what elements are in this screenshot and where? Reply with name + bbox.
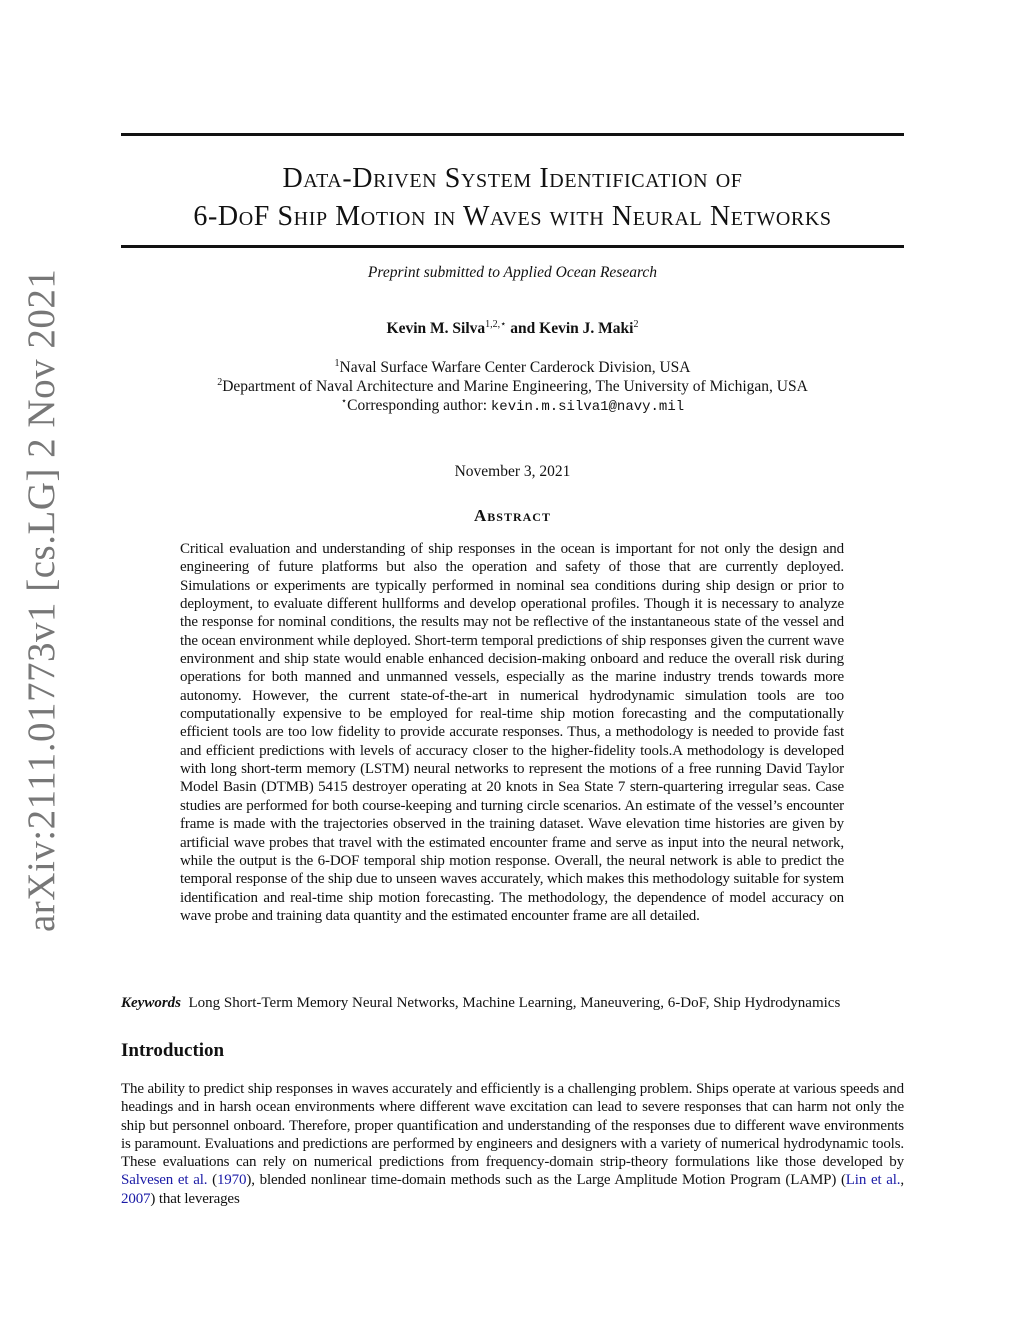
keywords-line bbox=[121, 995, 911, 1012]
corresponding-marker: ⋆ bbox=[340, 396, 348, 407]
author-connector: and bbox=[506, 320, 540, 337]
section-heading-introduction: Introduction bbox=[121, 1040, 225, 1061]
keywords-label-initial: K bbox=[121, 995, 132, 1011]
intro-text-2: , blended nonlinear time-domain methods such as the Large Amplitude Motion Program (LAMP) ( bbox=[251, 1172, 846, 1189]
author-list bbox=[121, 320, 904, 338]
corresponding-author bbox=[121, 396, 904, 417]
citation-lin-year[interactable]: 2007 bbox=[121, 1190, 151, 1207]
citation-salvesen[interactable]: Salvesen et al. bbox=[121, 1172, 208, 1189]
affiliation-1 bbox=[121, 358, 904, 377]
paper-date: November 3, 2021 bbox=[454, 463, 571, 480]
title-line-1: Data-Driven System Identification of bbox=[282, 163, 743, 194]
arxiv-identifier: arXiv:2111.01773v1 [cs.LG] 2 Nov 2021 bbox=[20, 268, 63, 932]
affiliation-1-text: Naval Surface Warfare Center Carderock Division, USA bbox=[339, 359, 691, 376]
preprint-note: Preprint submitted to Applied Ocean Research bbox=[367, 264, 658, 281]
keywords-label bbox=[121, 995, 181, 1011]
title-rule-bottom bbox=[121, 245, 904, 248]
title-line-2: 6-DoF Ship Motion in Waves with Neural Networks bbox=[193, 201, 832, 232]
citation-salvesen-year[interactable]: 1970 bbox=[216, 1172, 247, 1189]
abstract-body: Critical evaluation and understanding of ship responses in the ocean is important for not only the design and engineering of future platforms but also the operation and safety of those that are currently deployed. Simulations or experiments are typically performed in nominal sea conditions during ship design or prior to deployment, to evaluate different hullforms and develop operational profiles. Though it is necessary to analyze the response for nominal conditions, the results may not be reflective of the instantaneous state of the vessel and the ocean environment while deployed. Short-term temporal predictions of ship responses given the current wave environment and ship state would enable enhanced decision-making onboard and reduce the overall risk during operations for both manned and unmanned vessels, especially as the marine industry trends towards more autonomy. However, the current state-of-the-art in numerical hydrodynamic simulation tools are too computationally expensive to be employed for real-time ship motion forecasting and the computationally efficient tools are too low fidelity to provide accurate responses. Thus, a methodology is needed to provide fast and efficient predictions with levels of accuracy closer to the higher-fidelity tools.A methodology is developed with long short-term memory (LSTM) neural networks to represent the motions of a free running David Taylor Model Basin (DTMB) 5415 destroyer operating at 20 knots in Sea State 7 stern-quartering irregular seas. Case studies are performed for both course-keeping and turning circle scenarios. An estimate of the vessel’s encounter frame is made with the trajectories observed in the training dataset. Wave elevation time histories are given by artificial wave probes that travel with the estimated encounter frame and serve as input into the neural network, while the output is the 6-DOF temporal ship motion response. Overall, the neural network is able to predict the temporal response of the ship due to unseen waves accurately, which makes this methodology suitable for system identification and real-time ship motion forecasting. The methodology, the dependence of model accuracy on wave probe and training data quantity and the estimated encounter frame are all detailed. bbox=[180, 541, 844, 924]
affiliation-2-text: Department of Naval Architecture and Marine Engineering, The University of Michigan, USA bbox=[222, 378, 808, 395]
citation-close-paren: ) bbox=[246, 1172, 252, 1189]
corresponding-label: Corresponding author: bbox=[347, 397, 491, 414]
author-1-affiliation: 1,2,⋆ bbox=[485, 319, 507, 330]
intro-text-1: The ability to predict ship responses in waves accurately and efficiently is a challenging problem. Ships operate at various speeds and headings and in harsh ocean environments where different wave excitation can lead to severe responses that can harm not only the ship but personnel onboard. Therefore, proper quantification and understanding of the responses due to different wave environments is paramount. Evaluations and predictions are performed by engineers and designers with a variety of numerical hydrodynamic tools. These evaluations can rely on numerical predictions from frequency-domain strip-theory formulations like those developed by bbox=[121, 1081, 904, 1171]
keywords-text: Long Short-Term Memory Neural Networks, Machine Learning, Maneuvering, 6-DoF, Ship Hydrodynamics bbox=[188, 995, 841, 1011]
abstract-heading: Abstract bbox=[474, 506, 551, 525]
affiliation-1-marker: 1 bbox=[334, 358, 340, 369]
title-rule-top bbox=[121, 133, 904, 136]
citation-lin[interactable]: Lin et al. bbox=[845, 1172, 901, 1189]
affiliation-2-marker: 2 bbox=[217, 377, 223, 388]
author-2: Kevin J. Maki bbox=[539, 320, 634, 337]
introduction-paragraph bbox=[121, 1080, 904, 1208]
intro-text-3: ) that leverages bbox=[150, 1190, 240, 1207]
author-1: Kevin M. Silva bbox=[386, 320, 486, 337]
affiliation-2 bbox=[121, 377, 904, 396]
author-2-affiliation: 2 bbox=[633, 319, 639, 330]
corresponding-email[interactable]: kevin.m.silva1@navy.mil bbox=[490, 399, 685, 415]
affiliations bbox=[121, 358, 904, 417]
citation-separator: , bbox=[900, 1172, 904, 1189]
citation-open-paren: ( bbox=[207, 1172, 217, 1189]
paper-title bbox=[121, 160, 904, 236]
keywords-label-rest: eywords bbox=[131, 995, 182, 1011]
